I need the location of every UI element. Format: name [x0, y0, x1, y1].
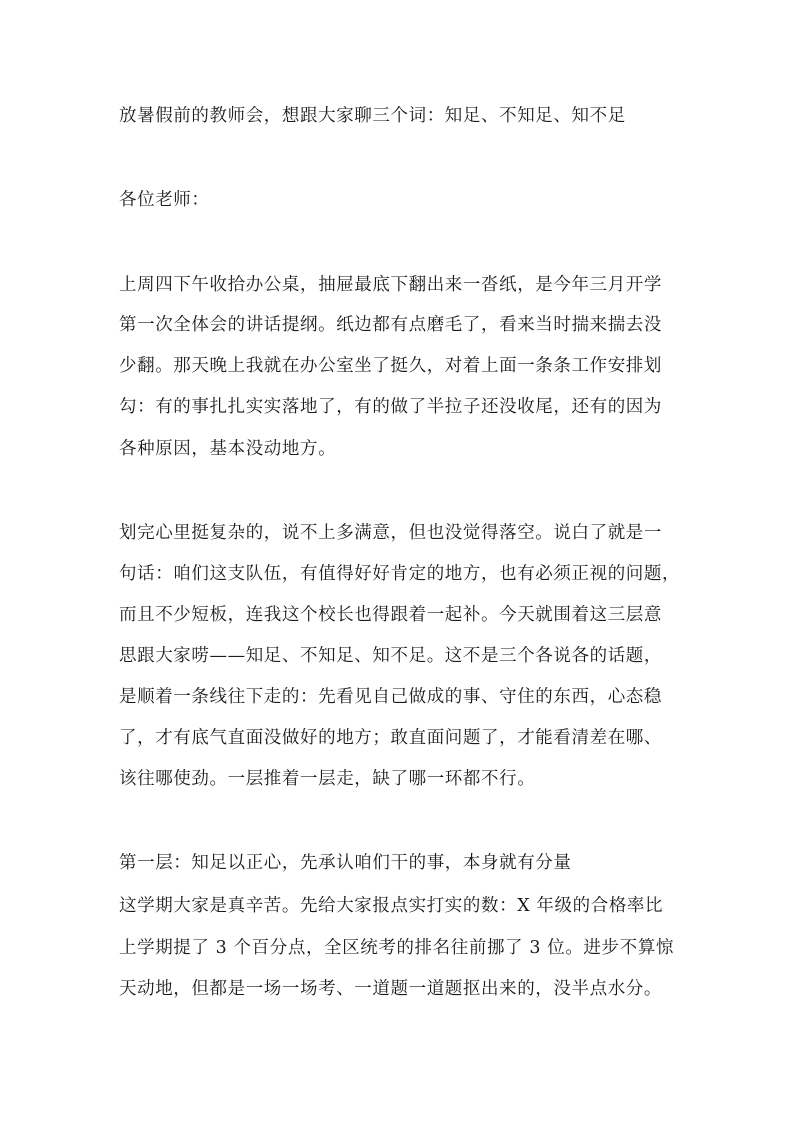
section-1-heading: 第一层：知足以正心，先承认咱们干的事，本身就有分量	[119, 853, 572, 873]
paragraph-1-line-1: 上周四下午收拾办公桌，抽屉最底下翻出来一沓纸，是今年三月开学	[119, 275, 662, 295]
paragraph-2-line-4: 思跟大家唠——知足、不知足、知不足。这不是三个各说各的话题，	[119, 646, 662, 666]
paragraph-3-line-1: 这学期大家是真辛苦。先给大家报点实打实的数：X 年级的合格率比	[119, 896, 664, 916]
paragraph-2-line-3: 而且不少短板，连我这个校长也得跟着一起补。今天就围着这三层意	[119, 605, 662, 625]
paragraph-1-line-5: 各种原因，基本没动地方。	[119, 439, 337, 459]
paragraph-2-line-5: 是顺着一条线往下走的：先看见自己做成的事、守住的东西，心态稳	[119, 687, 662, 707]
paragraph-2-line-6: 了，才有底气直面没做好的地方；敢直面问题了，才能看清差在哪、	[119, 728, 662, 748]
paragraph-1-line-3: 少翻。那天晚上我就在办公室坐了挺久，对着上面一条条工作安排划	[119, 356, 662, 376]
document-title: 放暑假前的教师会，想跟大家聊三个词：知足、不知足、知不足	[119, 106, 626, 126]
paragraph-2-line-2: 句话：咱们这支队伍，有值得好好肯定的地方，也有必须正视的问题，	[119, 564, 681, 584]
paragraph-1-line-4: 勾：有的事扎扎实实落地了，有的做了半拉子还没收尾，还有的因为	[119, 397, 662, 417]
paragraph-2-line-7: 该往哪使劲。一层推着一层走，缺了哪一环都不行。	[119, 769, 536, 789]
paragraph-3-line-3: 天动地，但都是一场一场考、一道题一道题抠出来的，没半点水分。	[119, 979, 662, 999]
paragraph-2-line-1: 划完心里挺复杂的，说不上多满意，但也没觉得落空。说白了就是一	[119, 523, 662, 543]
paragraph-1-line-2: 第一次全体会的讲话提纲。纸边都有点磨毛了，看来当时揣来揣去没	[119, 315, 662, 335]
paragraph-3-line-2: 上学期提了 3 个百分点，全区统考的排名往前挪了 3 位。进步不算惊	[119, 938, 674, 958]
salutation: 各位老师：	[119, 190, 210, 210]
